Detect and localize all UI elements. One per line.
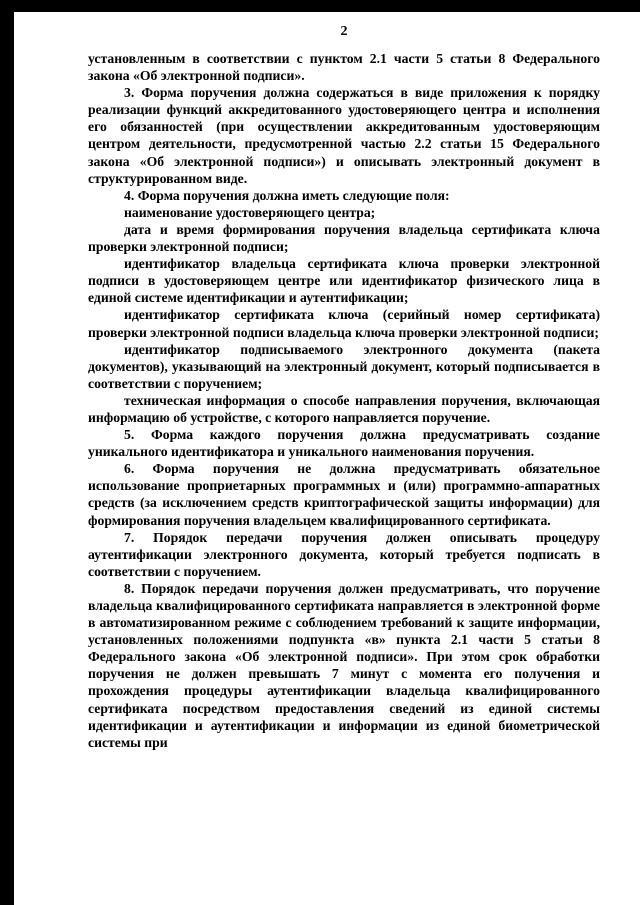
paragraph: 8. Порядок передачи поручения должен предусматривать, что поручение владельца квалифицированного сертификата направляется в электронной форме в автоматизированном режиме с соблюдением требований к защите информации, установленных положениями подпункта «в» пункта 2.1 части 5 статьи 8 Федерального закона «Об электронной подписи». При этом срок обработки поручения не должен превышать 7 минут с момента его получения и прохождения процедуры аутентификации владельца квалифицированного сертификата посредством предоставления сведений из единой системы идентификации и аутентификации и информации из единой биометрической системы при — [88, 580, 600, 750]
page-number: 2 — [340, 24, 348, 39]
paragraph: 4. Форма поручения должна иметь следующие поля: — [124, 187, 450, 203]
scan-border-left — [0, 0, 14, 905]
paragraph: установленным в соответствии с пунктом 2.1 части 5 статьи 8 Федерального закона «Об электронной подписи». — [88, 51, 600, 84]
paragraph: дата и время формирования поручения владельца сертификата ключа проверки электронной подписи; — [88, 221, 600, 255]
paragraph: наименование удостоверяющего центра; — [124, 204, 376, 220]
paragraph: техническая информация о способе направления поручения, включающая информацию об устройстве, с которого направляется поручение. — [88, 392, 600, 425]
paragraph: 6. Форма поручения не должна предусматривать обязательное использование проприетарных программных и (или) программно-аппаратных средств (за исключением средств криптографической защиты информации) для формирования поручения владельцем квалифицированного сертификата. — [88, 461, 600, 528]
paragraph: идентификатор владельца сертификата ключа проверки электронной подписи в удостоверяющем центре или идентификатор физического лица в единой системе идентификации и аутентификации; — [88, 256, 600, 306]
document-body — [88, 50, 600, 751]
scan-border-top — [0, 0, 640, 12]
paragraph: 5. Форма каждого поручения должна предусматривать создание уникального идентификатора и уникального наименования поручения. — [88, 427, 600, 460]
paragraph: идентификатор сертификата ключа (серийный номер сертификата) проверки электронной подписи владельца ключа проверки электронной подписи; — [88, 307, 600, 340]
paragraph: 3. Форма поручения должна содержаться в виде приложения к порядку реализации функций аккредитованного удостоверяющего центра и исполнения его обязанностей (при осуществлении аккредитованным удостоверяющим центром деятельности, предусмотренной частью 2.2 статьи 15 Федерального закона «Об электронной подписи») и описывать электронный документ в структурированном виде. — [88, 85, 600, 186]
paragraph: идентификатор подписываемого электронного документа (пакета документов), указывающий на электронный документ, который подписывается в соответствии с поручением; — [88, 341, 600, 391]
paragraph: 7. Порядок передачи поручения должен описывать процедуру аутентификации электронного документа, который требуется подписать в соответствии с поручением. — [88, 529, 600, 579]
